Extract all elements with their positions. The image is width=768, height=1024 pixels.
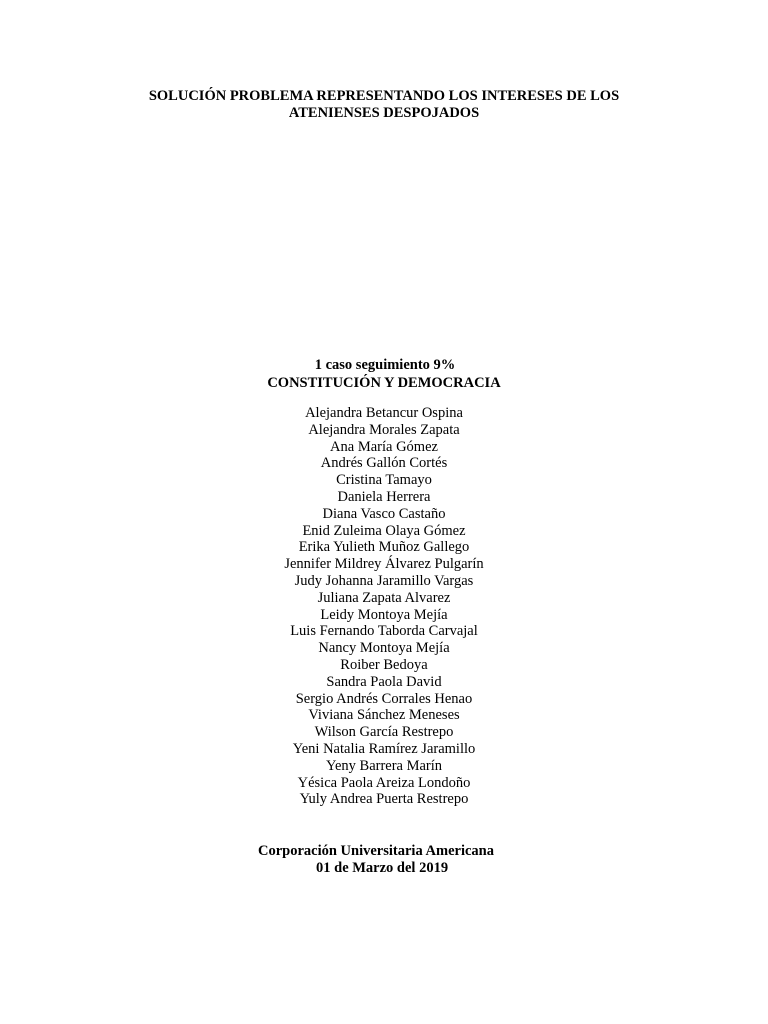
document-footer bbox=[258, 843, 558, 877]
author-name: Andrés Gallón Cortés bbox=[320, 455, 448, 472]
author-name: Ana María Gómez bbox=[330, 438, 438, 455]
author-name: Jennifer Mildrey Álvarez Pulgarín bbox=[284, 556, 484, 573]
author-name: Yeny Barrera Marín bbox=[325, 757, 443, 774]
author-name: Nancy Montoya Mejía bbox=[318, 640, 450, 657]
author-name: Judy Johanna Jaramillo Vargas bbox=[294, 572, 474, 589]
author-name: Leidy Montoya Mejía bbox=[320, 606, 448, 623]
case-block bbox=[0, 356, 768, 392]
author-name: Daniela Herrera bbox=[337, 488, 431, 505]
title-line-1: SOLUCIÓN PROBLEMA REPRESENTANDO LOS INTERESES DE LOS bbox=[148, 88, 620, 104]
author-name: Yésica Paola Areiza Londoño bbox=[297, 774, 471, 791]
title-line-2: ATENIENSES DESPOJADOS bbox=[288, 105, 480, 121]
author-name: Alejandra Betancur Ospina bbox=[305, 405, 463, 421]
author-name: Juliana Zapata Alvarez bbox=[317, 589, 451, 606]
author-name: Sandra Paola David bbox=[326, 673, 442, 690]
author-name: Sergio Andrés Corrales Henao bbox=[295, 690, 473, 707]
author-name: Luis Fernando Taborda Carvajal bbox=[290, 623, 478, 640]
document-title bbox=[0, 88, 768, 122]
author-name: Viviana Sánchez Meneses bbox=[308, 707, 460, 724]
author-name: Enid Zuleima Olaya Gómez bbox=[302, 522, 466, 539]
author-name: Alejandra Morales Zapata bbox=[308, 421, 460, 438]
document-date: 01 de Marzo del 2019 bbox=[316, 860, 449, 876]
author-name: Yuly Andrea Puerta Restrepo bbox=[299, 791, 469, 808]
author-name: Yeni Natalia Ramírez Jaramillo bbox=[292, 740, 476, 757]
author-name: Diana Vasco Castaño bbox=[322, 505, 446, 522]
author-name: Roiber Bedoya bbox=[340, 656, 428, 673]
case-line: 1 caso seguimiento 9% bbox=[314, 357, 456, 373]
author-name: Erika Yulieth Muñoz Gallego bbox=[298, 539, 470, 556]
institution-name: Corporación Universitaria Americana bbox=[258, 843, 494, 859]
course-name: CONSTITUCIÓN Y DEMOCRACIA bbox=[267, 375, 501, 391]
author-name: Cristina Tamayo bbox=[336, 472, 432, 489]
author-name: Wilson García Restrepo bbox=[314, 724, 454, 741]
author-list bbox=[0, 405, 768, 808]
